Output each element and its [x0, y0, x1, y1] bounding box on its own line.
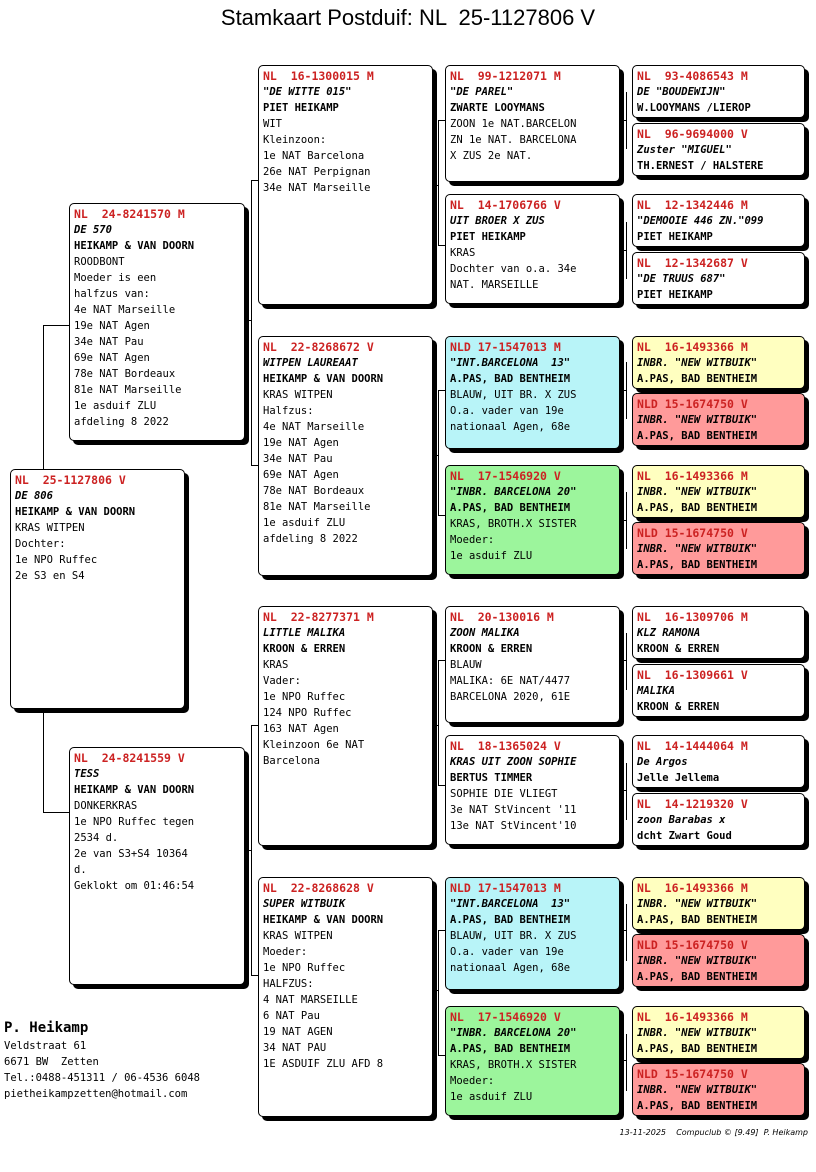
- pigeon-card-g16: [632, 1063, 805, 1116]
- connector: [244, 320, 251, 321]
- owner-name: A.PAS, BAD BENTHEIM: [637, 971, 758, 983]
- ring-number: NL 93-4086543 M: [637, 69, 748, 83]
- breeder-name: P. Heikamp: [4, 1020, 89, 1036]
- detail-line: Halfzus:: [263, 405, 314, 417]
- pigeon-card-g5: [632, 336, 805, 389]
- connector: [626, 222, 627, 279]
- detail-line: halfzus van:: [74, 288, 150, 300]
- connector: [620, 930, 626, 931]
- connector: [620, 250, 626, 251]
- detail-line: Moeder:: [450, 534, 495, 546]
- connector: [438, 1055, 445, 1056]
- connector: [626, 633, 627, 690]
- owner-name: BERTUS TIMMER: [450, 772, 533, 784]
- connector: [438, 930, 439, 1055]
- connector: [43, 812, 70, 813]
- detail-line: 1e asduif ZLU: [450, 550, 533, 562]
- detail-line: 2534 d.: [74, 832, 119, 844]
- pigeon-card-g13: [632, 877, 805, 930]
- detail-line: Vader:: [263, 675, 301, 687]
- detail-line: 19e NAT Agen: [263, 437, 339, 449]
- detail-line: 78e NAT Bordeaux: [263, 485, 365, 497]
- pigeon-name: "DE TRUUS 687": [637, 273, 726, 285]
- detail-line: Moeder:: [450, 1075, 495, 1087]
- pigeon-card-g14: [632, 934, 805, 987]
- pigeon-card-mfm: [445, 735, 620, 845]
- pigeon-name: Zuster "MIGUEL": [637, 144, 732, 156]
- detail-line: Kleinzoon:: [263, 134, 327, 146]
- pigeon-name: INBR. "NEW WITBUIK": [637, 955, 758, 967]
- pigeon-name: LITTLE MALIKA: [263, 627, 346, 639]
- connector: [438, 120, 439, 245]
- detail-line: BARCELONA 2020, 61E: [450, 691, 571, 703]
- pigeon-name: "INT.BARCELONA 13": [450, 898, 571, 910]
- connector: [626, 492, 627, 549]
- pigeon-card-fmm: [445, 465, 620, 575]
- connector: [438, 390, 445, 391]
- connector: [251, 725, 252, 975]
- pigeon-name: MALIKA: [637, 685, 675, 697]
- ring-number: NLD 17-1547013 M: [450, 881, 561, 895]
- owner-name: PIET HEIKAMP: [637, 231, 713, 243]
- owner-name: A.PAS, BAD BENTHEIM: [450, 373, 571, 385]
- pigeon-name: INBR. "NEW WITBUIK": [637, 543, 758, 555]
- pigeon-card-g7: [632, 465, 805, 518]
- ring-number: NLD 15-1674750 V: [637, 397, 748, 411]
- detail-line: 3e NAT StVincent '11: [450, 804, 577, 816]
- pigeon-name: "INT.BARCELONA 13": [450, 357, 571, 369]
- pigeon-name: INBR. "NEW WITBUIK": [637, 357, 758, 369]
- ring-number: NL 12-1342687 V: [637, 256, 748, 270]
- breeder-city: 6671 BW Zetten: [4, 1056, 99, 1068]
- ring-number: NL 17-1546920 V: [450, 469, 561, 483]
- owner-name: TH.ERNEST / HALSTERE: [637, 160, 764, 172]
- detail-line: MALIKA: 6E NAT/4477: [450, 675, 571, 687]
- pigeon-name: "INBR. BARCELONA 20": [450, 1027, 577, 1039]
- detail-line: afdeling 8 2022: [263, 533, 358, 545]
- pigeon-name: INBR. "NEW WITBUIK": [637, 898, 758, 910]
- ring-number: NL 25-1127806 V: [15, 473, 126, 487]
- owner-name: A.PAS, BAD BENTHEIM: [637, 914, 758, 926]
- detail-line: 163 NAT Agen: [263, 723, 339, 735]
- ring-number: NL 12-1342446 M: [637, 198, 748, 212]
- pigeon-name: "DEMOOIE 446 ZN."099: [637, 215, 764, 227]
- owner-name: KROON & ERREN: [450, 643, 533, 655]
- owner-name: A.PAS, BAD BENTHEIM: [450, 914, 571, 926]
- ring-number: NL 16-1493366 M: [637, 1010, 748, 1024]
- detail-line: 19 NAT AGEN: [263, 1026, 333, 1038]
- connector: [620, 120, 626, 121]
- ring-number: NL 24-8241570 M: [74, 207, 185, 221]
- detail-line: 1e NPO Ruffec: [263, 962, 346, 974]
- detail-line: 6 NAT Pau: [263, 1010, 320, 1022]
- detail-line: KRAS WITPEN: [263, 930, 333, 942]
- connector: [620, 520, 626, 521]
- footer-text: 13-11-2025 Compuclub © [9.49] P. Heikamp: [619, 1128, 808, 1137]
- owner-name: A.PAS, BAD BENTHEIM: [637, 430, 758, 442]
- breeder-email[interactable]: pietheikampzetten@hotmail.com: [4, 1088, 188, 1100]
- ring-number: NL 16-1309706 M: [637, 610, 748, 624]
- connector: [438, 660, 445, 661]
- ring-number: NL 16-1493366 M: [637, 469, 748, 483]
- connector: [620, 790, 626, 791]
- detail-line: 19e NAT Agen: [74, 320, 150, 332]
- owner-name: HEIKAMP & VAN DOORN: [263, 914, 384, 926]
- detail-line: ROODBONT: [74, 256, 125, 268]
- pigeon-card-g2: [632, 123, 805, 176]
- detail-line: KRAS WITPEN: [15, 522, 85, 534]
- owner-name: dcht Zwart Goud: [637, 830, 732, 842]
- pigeon-name: DE 806: [15, 490, 53, 502]
- pigeon-card-g12: [632, 793, 805, 846]
- pigeon-card-fmf: [445, 336, 620, 449]
- pigeon-card-g15: [632, 1006, 805, 1059]
- owner-name: KROON & ERREN: [263, 643, 346, 655]
- pigeon-name: UIT BROER X ZUS: [450, 215, 545, 227]
- ring-number: NL 17-1546920 V: [450, 1010, 561, 1024]
- detail-line: ZOON 1e NAT.BARCELON: [450, 118, 577, 130]
- detail-line: 26e NAT Perpignan: [263, 166, 371, 178]
- breeder-street: Veldstraat 61: [4, 1040, 87, 1052]
- connector: [43, 325, 70, 326]
- connector: [438, 120, 445, 121]
- pigeon-card-ff: [258, 65, 433, 305]
- pigeon-name: WITPEN LAUREAAT: [263, 357, 358, 369]
- detail-line: Dochter van o.a. 34e: [450, 263, 577, 275]
- ring-number: NL 22-8277371 M: [263, 610, 374, 624]
- ring-number: NL 20-130016 M: [450, 610, 554, 624]
- detail-line: KRAS: [450, 247, 476, 259]
- pigeon-card-subject: [10, 469, 185, 709]
- owner-name: HEIKAMP & VAN DOORN: [15, 506, 136, 518]
- pigeon-card-mother: [69, 747, 245, 985]
- detail-line: 4e NAT Marseille: [74, 304, 176, 316]
- connector: [620, 390, 626, 391]
- connector: [620, 1060, 626, 1061]
- pigeon-card-mmf: [445, 877, 620, 990]
- pigeon-card-mff: [445, 606, 620, 723]
- detail-line: 1e asduif ZLU: [74, 400, 157, 412]
- detail-line: 34 NAT PAU: [263, 1042, 327, 1054]
- connector: [626, 904, 627, 961]
- detail-line: KRAS WITPEN: [263, 389, 333, 401]
- connector: [251, 180, 252, 465]
- detail-line: 69e NAT Agen: [263, 469, 339, 481]
- pigeon-name: INBR. "NEW WITBUIK": [637, 1027, 758, 1039]
- detail-line: 1e NAT Barcelona: [263, 150, 365, 162]
- ring-number: NL 16-1493366 M: [637, 881, 748, 895]
- connector: [438, 515, 445, 516]
- pigeon-name: DE "BOUDEWIJN": [637, 86, 726, 98]
- pigeon-card-g3: [632, 194, 805, 247]
- pigeon-name: zoon Barabas x: [637, 814, 726, 826]
- owner-name: KROON & ERREN: [637, 701, 720, 713]
- ring-number: NLD 15-1674750 V: [637, 526, 748, 540]
- pigeon-card-mf: [258, 606, 433, 846]
- detail-line: 34e NAT Marseille: [263, 182, 371, 194]
- ring-number: NL 14-1219320 V: [637, 797, 748, 811]
- owner-name: HEIKAMP & VAN DOORN: [263, 373, 384, 385]
- pigeon-card-mm: [258, 877, 433, 1117]
- owner-name: HEIKAMP & VAN DOORN: [74, 240, 195, 252]
- owner-name: HEIKAMP & VAN DOORN: [74, 784, 195, 796]
- detail-line: Kleinzoon 6e NAT: [263, 739, 365, 751]
- pigeon-card-g4: [632, 252, 805, 305]
- detail-line: BLAUW, UIT BR. X ZUS: [450, 930, 577, 942]
- pigeon-name: KRAS UIT ZOON SOPHIE: [450, 756, 577, 768]
- detail-line: nationaal Agen, 68e: [450, 421, 571, 433]
- connector: [626, 362, 627, 419]
- detail-line: d.: [74, 864, 87, 876]
- detail-line: 4e NAT Marseille: [263, 421, 365, 433]
- detail-line: Moeder:: [263, 946, 308, 958]
- ring-number: NLD 15-1674750 V: [637, 1067, 748, 1081]
- pigeon-card-father: [69, 203, 245, 441]
- owner-name: A.PAS, BAD BENTHEIM: [637, 1043, 758, 1055]
- pigeon-name: "INBR. BARCELONA 20": [450, 486, 577, 498]
- pigeon-card-fm: [258, 336, 433, 576]
- detail-line: HALFZUS:: [263, 978, 314, 990]
- pigeon-name: TESS: [74, 768, 100, 780]
- detail-line: Dochter:: [15, 538, 66, 550]
- connector: [620, 660, 626, 661]
- detail-line: 78e NAT Bordeaux: [74, 368, 176, 380]
- pigeon-card-g9: [632, 606, 805, 659]
- detail-line: Geklokt om 01:46:54: [74, 880, 195, 892]
- detail-line: Barcelona: [263, 755, 320, 767]
- owner-name: A.PAS, BAD BENTHEIM: [637, 502, 758, 514]
- detail-line: 4 NAT MARSEILLE: [263, 994, 358, 1006]
- detail-line: 1E ASDUIF ZLU AFD 8: [263, 1058, 384, 1070]
- pigeon-name: DE 570: [74, 224, 112, 236]
- owner-name: W.LOOYMANS /LIEROP: [637, 102, 751, 114]
- ring-number: NL 24-8241559 V: [74, 751, 185, 765]
- pigeon-name: De Argos: [637, 756, 688, 768]
- detail-line: nationaal Agen, 68e: [450, 962, 571, 974]
- detail-line: KRAS, BROTH.X SISTER: [450, 1059, 577, 1071]
- detail-line: Moeder is een: [74, 272, 157, 284]
- detail-line: NAT. MARSEILLE: [450, 279, 539, 291]
- detail-line: 34e NAT Pau: [263, 453, 333, 465]
- connector: [438, 245, 445, 246]
- owner-name: A.PAS, BAD BENTHEIM: [637, 373, 758, 385]
- pigeon-name: "DE PAREL": [450, 86, 514, 98]
- owner-name: A.PAS, BAD BENTHEIM: [637, 559, 758, 571]
- pigeon-card-fff: [445, 65, 620, 182]
- detail-line: SOPHIE DIE VLIEGT: [450, 788, 558, 800]
- detail-line: ZN 1e NAT. BARCELONA: [450, 134, 577, 146]
- pigeon-name: KLZ RAMONA: [637, 627, 701, 639]
- detail-line: afdeling 8 2022: [74, 416, 169, 428]
- ring-number: NL 14-1706766 V: [450, 198, 561, 212]
- pigeon-card-g11: [632, 735, 805, 788]
- detail-line: WIT: [263, 118, 282, 130]
- detail-line: O.a. vader van 19e: [450, 946, 564, 958]
- detail-line: BLAUW, UIT BR. X ZUS: [450, 389, 577, 401]
- detail-line: KRAS, BROTH.X SISTER: [450, 518, 577, 530]
- connector: [438, 660, 439, 785]
- detail-line: BLAUW: [450, 659, 482, 671]
- pigeon-card-g6: [632, 393, 805, 446]
- ring-number: NL 16-1300015 M: [263, 69, 374, 83]
- connector: [438, 390, 439, 515]
- connector: [626, 763, 627, 820]
- detail-line: KRAS: [263, 659, 289, 671]
- connector: [438, 785, 445, 786]
- connector: [244, 850, 251, 851]
- ring-number: NL 16-1493366 M: [637, 340, 748, 354]
- pigeon-name: INBR. "NEW WITBUIK": [637, 1084, 758, 1096]
- pigeon-card-g1: [632, 65, 805, 118]
- detail-line: 2e van S3+S4 10364: [74, 848, 188, 860]
- breeder-block: [4, 1018, 200, 1102]
- pigeon-card-mmm: [445, 1006, 620, 1116]
- detail-line: DONKERKRAS: [74, 800, 138, 812]
- pigeon-name: INBR. "NEW WITBUIK": [637, 486, 758, 498]
- owner-name: A.PAS, BAD BENTHEIM: [637, 1100, 758, 1112]
- ring-number: NLD 17-1547013 M: [450, 340, 561, 354]
- detail-line: 69e NAT Agen: [74, 352, 150, 364]
- owner-name: A.PAS, BAD BENTHEIM: [450, 502, 571, 514]
- owner-name: KROON & ERREN: [637, 643, 720, 655]
- owner-name: Jelle Jellema: [637, 772, 720, 784]
- page-title: Stamkaart Postduif: NL 25-1127806 V: [220, 5, 596, 30]
- connector: [43, 325, 44, 470]
- detail-line: 1e NPO Ruffec: [15, 554, 98, 566]
- pigeon-name: SUPER WITBUIK: [263, 898, 346, 910]
- pigeon-name: INBR. "NEW WITBUIK": [637, 414, 758, 426]
- owner-name: PIET HEIKAMP: [637, 289, 713, 301]
- owner-name: PIET HEIKAMP: [450, 231, 526, 243]
- connector: [626, 1034, 627, 1091]
- detail-line: 2e S3 en S4: [15, 570, 85, 582]
- pigeon-card-g8: [632, 522, 805, 575]
- connector: [438, 930, 445, 931]
- detail-line: 1e NPO Ruffec: [263, 691, 346, 703]
- ring-number: NL 22-8268672 V: [263, 340, 374, 354]
- pigeon-card-g10: [632, 664, 805, 717]
- owner-name: A.PAS, BAD BENTHEIM: [450, 1043, 571, 1055]
- owner-name: PIET HEIKAMP: [263, 102, 339, 114]
- detail-line: 13e NAT StVincent'10: [450, 820, 577, 832]
- ring-number: NL 96-9694000 V: [637, 127, 748, 141]
- owner-name: ZWARTE LOOYMANS: [450, 102, 545, 114]
- ring-number: NL 16-1309661 V: [637, 668, 748, 682]
- connector: [626, 92, 627, 149]
- ring-number: NL 18-1365024 V: [450, 739, 561, 753]
- detail-line: 34e NAT Pau: [74, 336, 144, 348]
- pigeon-name: "DE WITTE 015": [263, 86, 352, 98]
- detail-line: 1e asduif ZLU: [263, 517, 346, 529]
- connector: [43, 712, 44, 812]
- detail-line: O.a. vader van 19e: [450, 405, 564, 417]
- pigeon-card-ffm: [445, 194, 620, 304]
- ring-number: NL 99-1212071 M: [450, 69, 561, 83]
- detail-line: 124 NPO Ruffec: [263, 707, 352, 719]
- ring-number: NLD 15-1674750 V: [637, 938, 748, 952]
- detail-line: 1e NPO Ruffec tegen: [74, 816, 195, 828]
- detail-line: 1e asduif ZLU: [450, 1091, 533, 1103]
- pigeon-name: ZOON MALIKA: [450, 627, 520, 639]
- ring-number: NL 14-1444064 M: [637, 739, 748, 753]
- detail-line: X ZUS 2e NAT.: [450, 150, 533, 162]
- breeder-phone: Tel.:0488-451311 / 06-4536 6048: [4, 1072, 200, 1084]
- detail-line: 81e NAT Marseille: [263, 501, 371, 513]
- detail-line: 81e NAT Marseille: [74, 384, 182, 396]
- ring-number: NL 22-8268628 V: [263, 881, 374, 895]
